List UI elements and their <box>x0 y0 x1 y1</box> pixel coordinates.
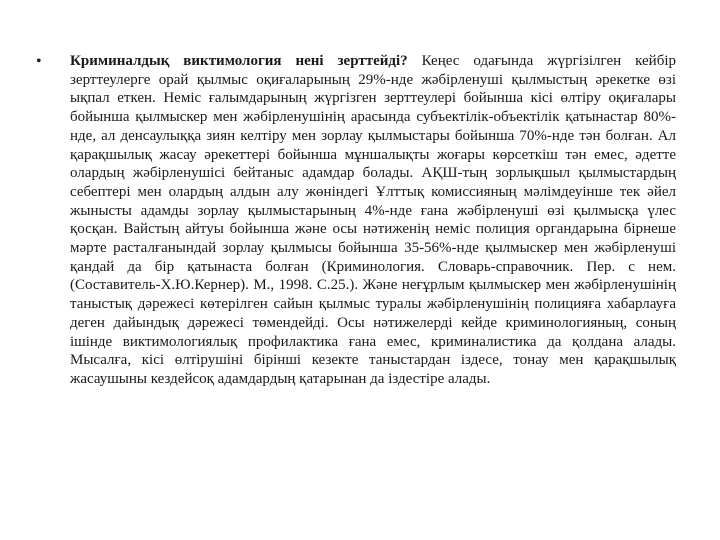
slide-paragraph <box>70 52 676 389</box>
slide-body-text: Кеңес одағында жүргізілген кейбір зерттеулерге орай қылмыс оқиғаларының 29%-нде жәбірленуші қылмыстың әрекетке өзі ықпал еткен. Неміс ғалымдарының жүргізген зерттеулері бойынша кісі өлтіру оқиғалары бойынша қылмыскер мен жәбірленушінің арасында субъектілік-объектілік қатынастар 80%-нде, ал денсаулыққа зиян келтіру мен зорлау қылмыстары бойынша 70%-нде тән болған. Ал қарақшылық жасау әрекеттері бойынша мұншалықты жоғары көрсеткіш тән емес, әдетте олардың жәбірленушісі бейтаныс адамдар болады. АҚШ-тың зорлықшыл қылмыстардың себептері мен олардың алдын алу жөніндегі Ұлттық комиссияның мәлімдеуінше тек әйел жынысты адамды зорлау қылмыстарының 4%-нде ғана жәбірленуші өзі қылмысқа үлес қосқан. Вайстың айтуы бойынша және осы нәтиженің неміс полиция органдарына бірнеше мәрте расталғанындай зорлау қылмысы бойынша 35-56%-нде қылмыскер мен жәбірленуші қандай да бір қатынаста болған (Криминология. Словарь-справочник. Пер. с нем. (Составитель-Х.Ю.Кернер). М., 1998. С.25.). Және неғұрлым қылмыскер мен жәбірленушінің таныстық дәрежесі көтерілген сайын қылмыс туралы жәбірленушінің полицияға хабарлауға деген дайындық дәрежесі төмендейді. Осы нәтижелерді кейде криминологияның, соның ішінде виктимологиялық профилактика ғана емес, криминалистика да қолдана алады. Мысалға, кісі өлтірушіні бірінші кезекте таныстардан іздесе, тонау мен қарақшылық жасаушыны кездейсоқ адамдардың қатарынан да іздестіре алады. <box>70 53 676 387</box>
bullet-marker: • <box>36 53 42 70</box>
slide-heading: Криминалдық виктимология нені зерттейді? <box>70 53 408 69</box>
